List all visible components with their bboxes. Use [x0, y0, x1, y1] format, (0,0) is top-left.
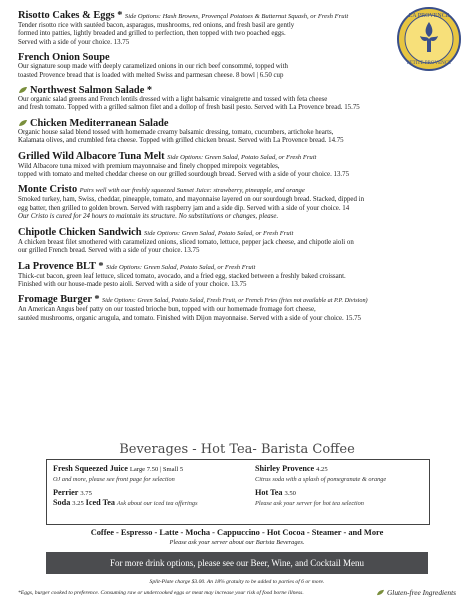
juice-name: Fresh Squeezed Juice [53, 464, 128, 473]
item-description [18, 306, 458, 323]
item-description [18, 129, 458, 146]
perrier-name: Perrier [53, 488, 79, 497]
menu-items [18, 10, 458, 328]
desc-line: and fresh tomato. Topped with a grilled salmon filet and a dollop of fresh basil pesto. Served with La Provence bread. 15.75 [18, 104, 360, 112]
item-options: Side Options: Green Salad, Potato Salad, or Fresh Fruit [143, 229, 294, 237]
desc-line: A chicken breast filet smothered with caramelized onions, sliced tomato, lettuce, pepper jack cheese, and chipotle aioli on [18, 238, 354, 246]
item-name: Grilled Wild Albacore Tuna Melt [18, 150, 165, 162]
desc-line: Smoked turkey, ham, Swiss, cheddar, pineapple, tomato, and mayonnaise layered on our sourdough bread. Stacked, dipped in [18, 196, 365, 204]
gluten-free-leaf-icon [18, 119, 28, 127]
item-name: La Provence BLT * [18, 260, 104, 272]
item-name: Chipotle Chicken Sandwich [18, 226, 142, 238]
item-description [18, 96, 458, 113]
iced-tea-note: Ask about our iced tea offerings [116, 500, 198, 507]
item-options: Pairs well with our freshly squeezed Sunset Juice: strawberry, pineapple, and orange [79, 187, 305, 195]
shirley-price: 4.25 [316, 466, 328, 473]
menu-item [18, 227, 458, 256]
desc-line: our grilled French bread. Served with a side of your choice. 13.75 [18, 247, 200, 255]
juice-price: Large 7.50 | Small 5 [129, 466, 184, 473]
hot-tea-note: Please ask your server for hot tea selection [255, 500, 364, 507]
desc-line: Organic house salad blend tossed with homemade creamy balsamic dressing, tomato, cucumbers, artichoke hearts, [18, 128, 334, 136]
item-description [18, 63, 458, 80]
desc-line: sautéed mushrooms, organic arugula, and tomato. Finished with Dijon mayonnaise. Served with a side of your choice. 15.75 [18, 314, 361, 322]
soda-name: Soda [53, 498, 71, 507]
menu-item [18, 294, 458, 323]
beverages-right-column [255, 464, 425, 512]
gluten-free-label: Gluten-free Ingredients [386, 588, 456, 597]
menu-item [18, 118, 458, 146]
desc-line: An American Angus beef patty on our toasted brioche bun, topped with our homemade fromage fort cheese, [18, 306, 316, 314]
item-options: Side Options: Green Salad, Potato Salad, or Fresh Fruit [105, 263, 256, 271]
item-name: Risotto Cakes & Eggs * [18, 10, 123, 21]
drink-menu-banner: For more drink options, please see our Beer, Wine, and Cocktail Menu [46, 552, 428, 574]
logo-top-text: LA PROVENCE [408, 13, 450, 19]
item-options: Side Options: Hash Browns, Provençal Potatoes & Butternut Squash, or Fresh Fruit [124, 13, 349, 20]
desc-line: Tender risotto rice with sautéed bacon, asparagus, mushrooms, red onions, and fresh basil are gently [18, 22, 295, 29]
hot-tea-price: 3.50 [284, 490, 296, 497]
iced-tea-name: Iced Tea [85, 498, 115, 507]
item-name: Monte Cristo [18, 184, 78, 196]
desc-line: Wild Albacore tuna mixed with premium mayonnaise and finely chopped mirepoix vegetables, [18, 162, 280, 170]
gluten-free-leaf-icon [376, 589, 385, 596]
desc-line: Our organic salad greens and French lentils dressed with a light balsamic vinaigrette and tossed with feta cheese [18, 96, 328, 104]
desc-line: topped with tomato and melted cheddar cheese on our grilled sourdough bread. Served with a side of your choice. 13.75 [18, 171, 350, 179]
item-options: Side Options: Green Salad, Potato Salad, or Fresh Fruit [167, 153, 317, 161]
menu-item [18, 85, 458, 113]
item-description [18, 273, 458, 290]
shirley-note: Citrus soda with a splash of pomegranate & orange [255, 476, 387, 483]
beverages-title: Beverages - Hot Tea- Barista Coffee [119, 442, 355, 457]
gluten-free-legend [375, 588, 456, 597]
menu-item [18, 10, 388, 47]
item-name: Fromage Burger * [18, 294, 100, 306]
beverages-box [46, 459, 430, 525]
menu-item [18, 184, 458, 221]
gluten-free-leaf-icon [18, 86, 28, 94]
coffee-subtext: Please ask your server about our Barista Beverages. [169, 539, 305, 546]
desc-line: Our signature soup made with deeply caramelized onions in our rich beef consommé, topped with [18, 63, 288, 71]
perrier-price: 3.75 [80, 490, 92, 497]
item-description [18, 239, 458, 256]
shirley-name: Shirley Provence [255, 464, 315, 473]
desc-line: Finished with our house-made pesto aioli. Served with a side of your choice. 13.75 [18, 280, 247, 288]
desc-line: Kalamata olives, and crumbled feta cheese. Topped with grilled chicken breast. Served with La Provence bread. 14.75 [18, 137, 344, 145]
menu-item [18, 151, 458, 180]
item-name: Chicken Mediterranean Salade [30, 117, 169, 129]
soda-price: 3.25 [72, 500, 84, 507]
hot-tea-name: Hot Tea [255, 488, 283, 497]
logo-bottom-text: PETITE PROVENCE [406, 61, 452, 66]
beverages-left-column [53, 464, 233, 512]
desc-line: Served with a side of your choice. 13.75 [18, 38, 130, 46]
eggs-disclaimer: *Eggs, burger cooked to preference. Consuming raw or undercooked eggs or meat may increase your risk of food borne illness. [18, 590, 304, 596]
juice-note: OJ and more, please see front page for selection [53, 476, 175, 483]
desc-note: Our Cristo is cured for 24 hours to maintain its structure. No substitutions or changes, please. [18, 213, 279, 221]
desc-line: formed into patties, lightly breaded and grilled to perfection, then topped with two poached eggs. [18, 30, 286, 38]
menu-item [18, 52, 458, 80]
item-name: French Onion Soupe [18, 52, 110, 64]
item-description [18, 22, 388, 47]
coffee-list: Coffee - Espresso - Latte - Mocha - Cappuccino - Hot Cocoa - Steamer - and More [90, 528, 384, 537]
desc-line: Thick-cut bacon, green leaf lettuce, sliced tomato, avocado, and a fried egg, stacked between a freshly baked croissant. [18, 272, 346, 280]
item-name: Northwest Salmon Salade * [30, 85, 153, 97]
desc-line: egg batter, then grilled to golden brown. Served with raspberry jam and a side dip. Served with a side of your choice. 14 [18, 204, 350, 212]
item-description [18, 196, 458, 221]
desc-line: toasted Provence bread that is loaded with melted Swiss and parmesan cheese. 8 bowl | 6.50 cup [18, 71, 284, 79]
split-plate-note: Split-Plate charge $3.00. An 18% gratuity to be added to parties of 6 or more. [149, 579, 325, 585]
item-description [18, 163, 458, 180]
menu-item [18, 261, 458, 290]
item-options: Side Options: Green Salad, Potato Salad, Fresh Fruit, or French Fries (fries not available at P.P. Division) [101, 297, 368, 305]
